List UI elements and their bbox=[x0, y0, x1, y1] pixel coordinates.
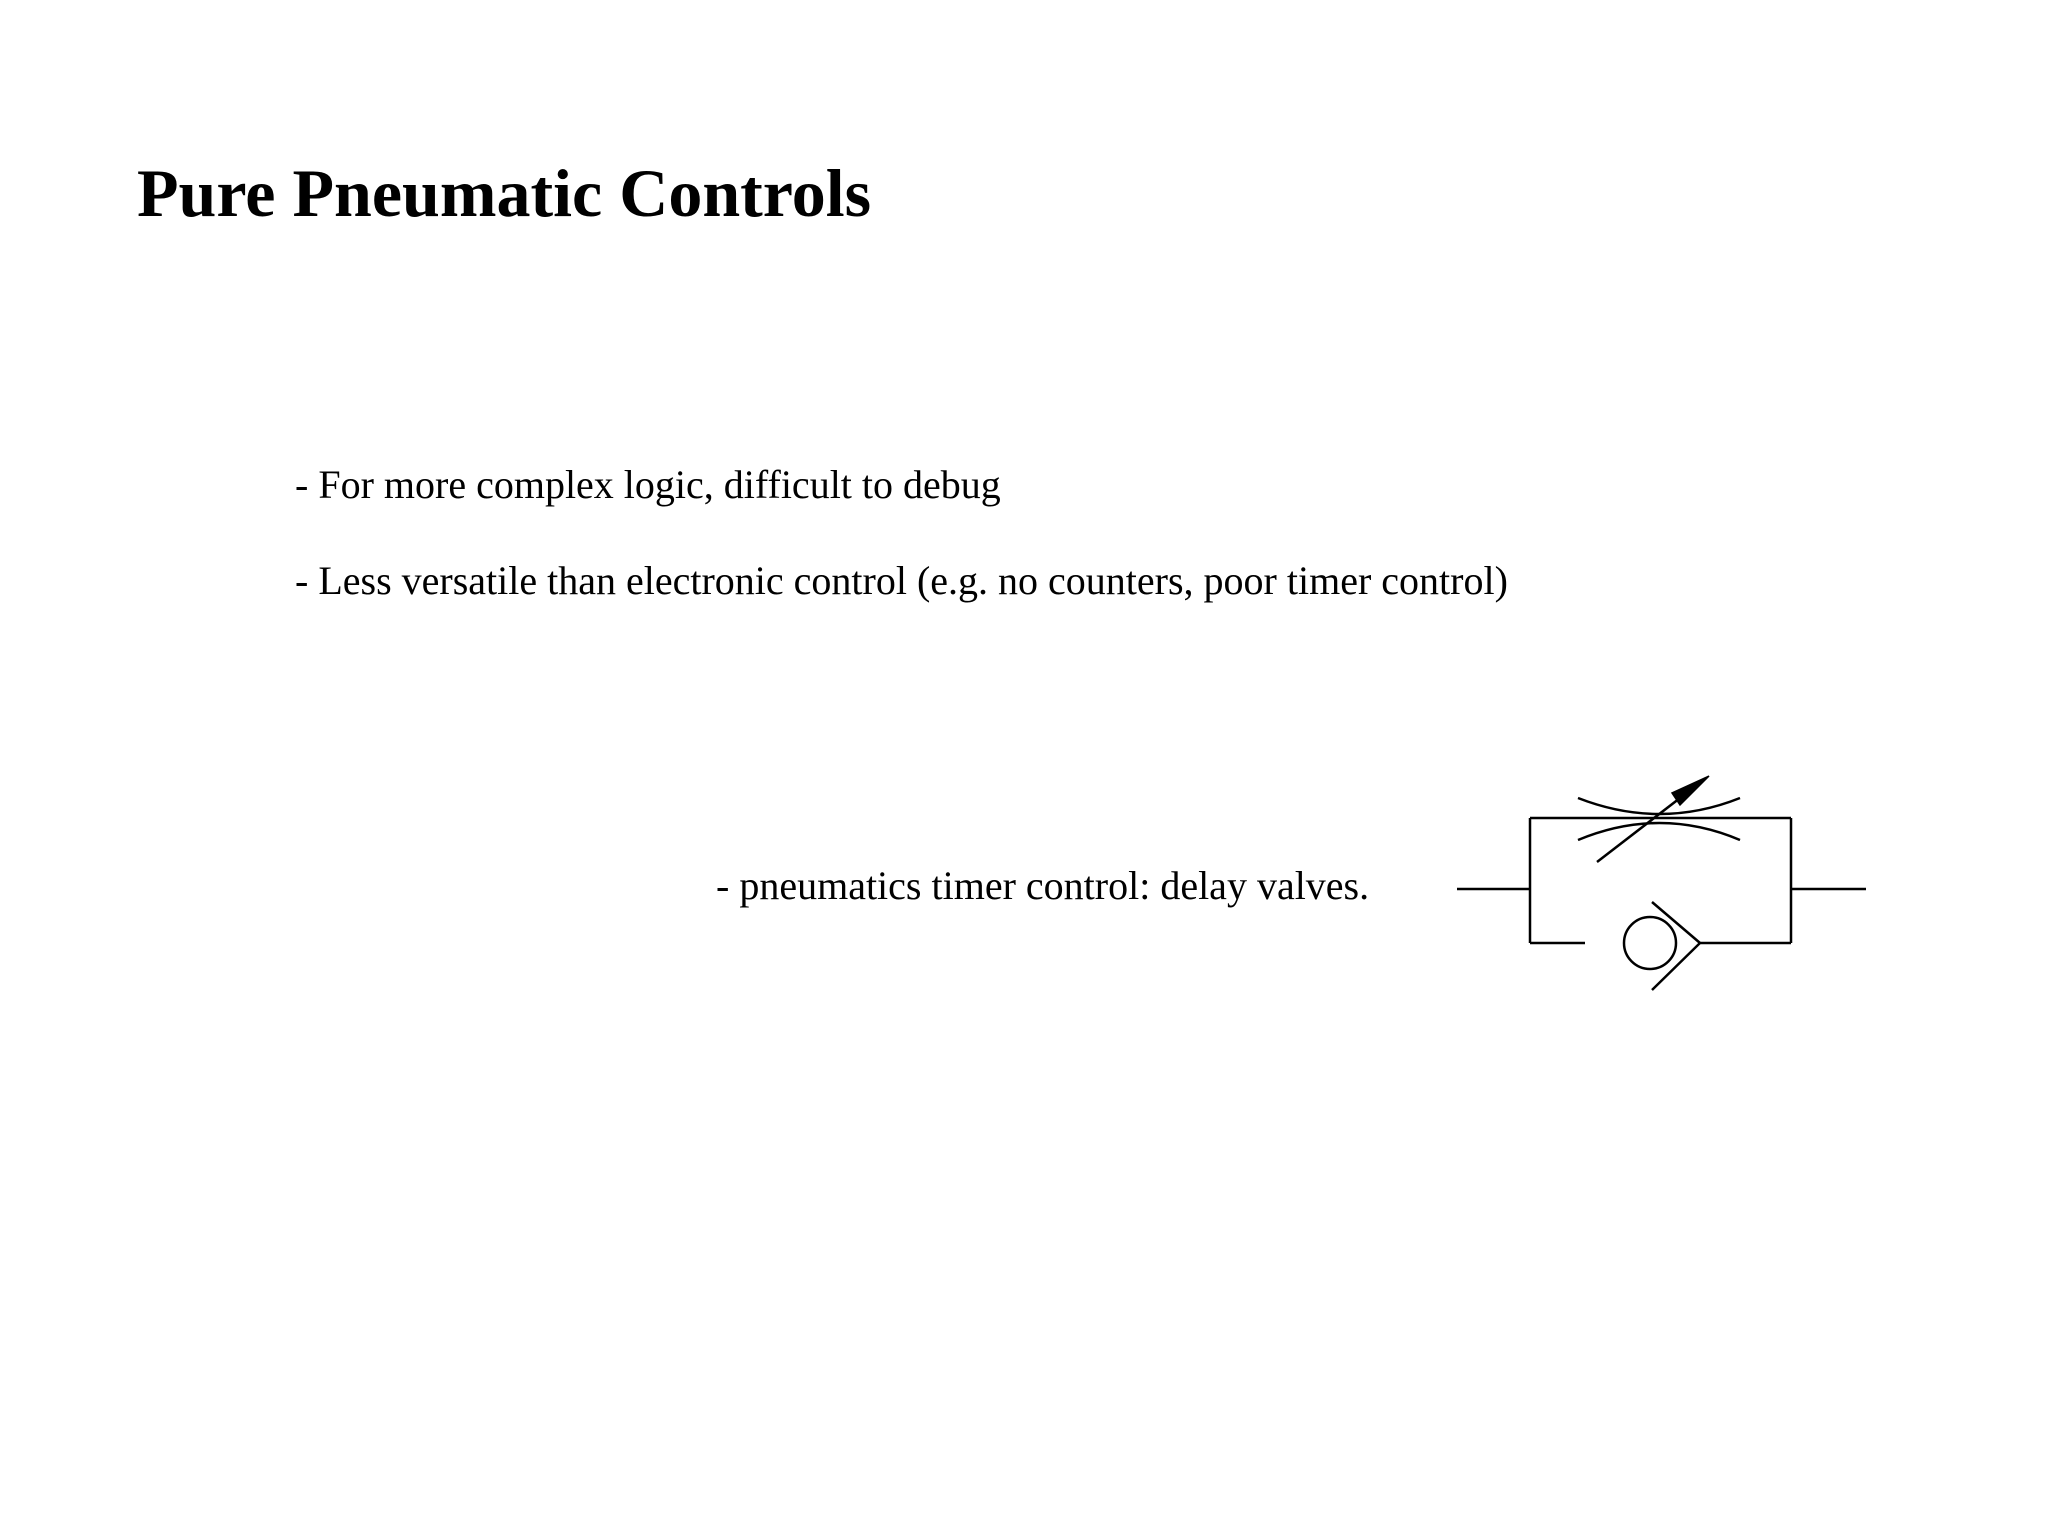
bullet-complex-logic: - For more complex logic, difficult to debug bbox=[295, 462, 1001, 507]
bullet-delay-valves: - pneumatics timer control: delay valves. bbox=[716, 863, 1370, 908]
adjust-arrow-head bbox=[1672, 776, 1709, 805]
bullet-less-versatile: - Less versatile than electronic control (e.g. no counters, poor timer control) bbox=[295, 558, 1508, 603]
slide-title: Pure Pneumatic Controls bbox=[137, 155, 872, 231]
throttle-upper-arc bbox=[1578, 798, 1740, 814]
delay-valve-symbol-icon bbox=[1450, 768, 1875, 993]
check-valve-ball bbox=[1624, 917, 1676, 969]
throttle-lower-arc bbox=[1578, 823, 1740, 840]
